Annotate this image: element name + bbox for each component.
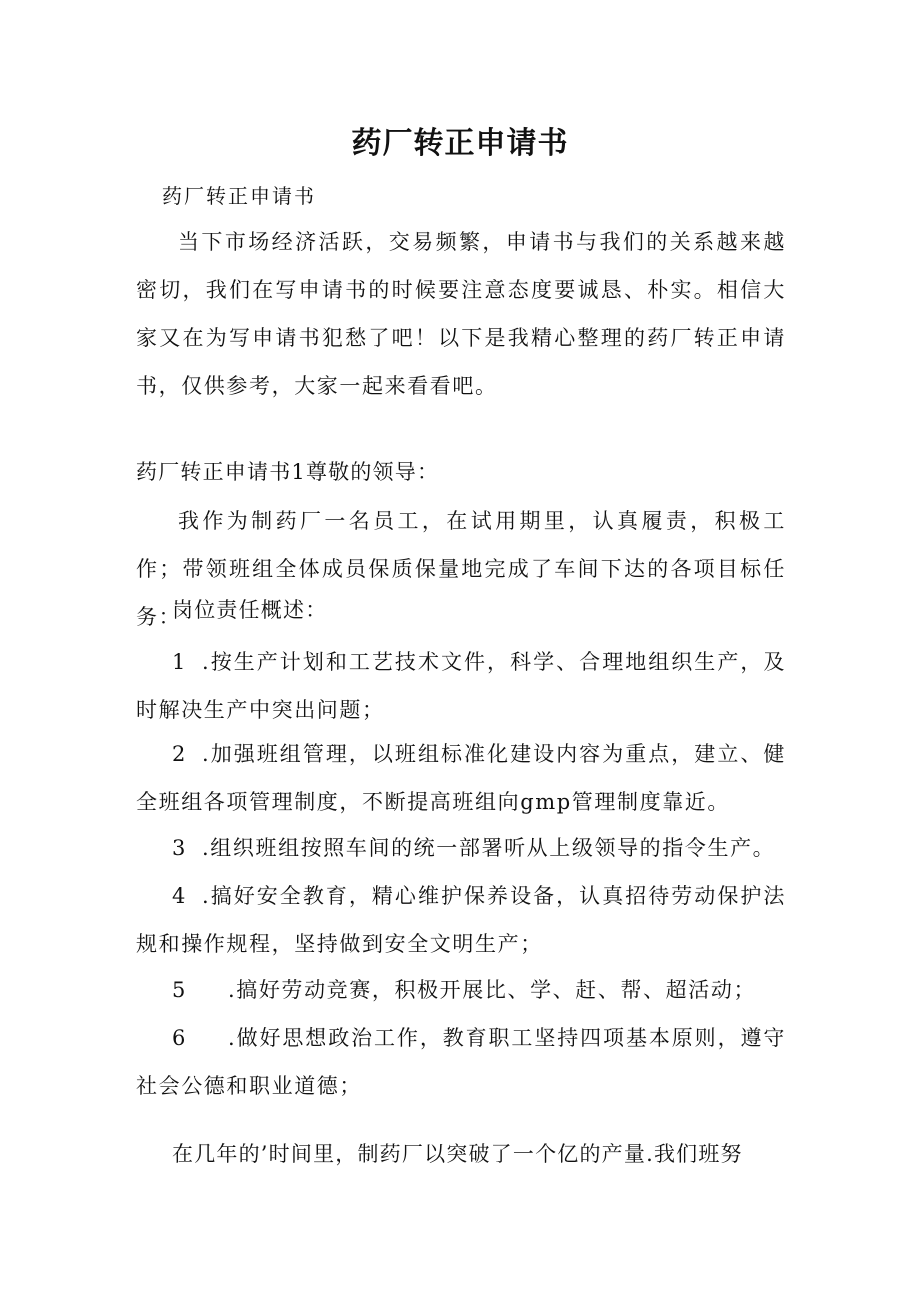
list-item-text: .按生产计划和工艺技术文件，科学、合理地组织生产，及时解决生产中突出问题； bbox=[136, 650, 786, 722]
document-title: 药厂转正申请书 bbox=[351, 126, 569, 161]
document-subtitle: 药厂转正申请书 bbox=[162, 184, 316, 208]
list-item-number: 2 bbox=[172, 742, 187, 766]
list-item-number: 5 bbox=[172, 978, 187, 1002]
list-item bbox=[136, 966, 786, 1014]
list-item-number: 3 bbox=[172, 836, 187, 860]
list-item-text: .做好思想政治工作，教育职工坚持四项基本原则，遵守社会公德和职业道德； bbox=[136, 1026, 786, 1098]
list-item bbox=[136, 1014, 786, 1110]
list-item-text: .加强班组管理，以班组标准化建设内容为重点，建立、健全班组各项管理制度，不断提高班组向gmp管理制度靠近。 bbox=[136, 742, 786, 814]
section-heading: 药厂转正申请书1尊敬的领导： bbox=[136, 460, 440, 484]
list-item bbox=[136, 872, 786, 968]
list-item bbox=[136, 824, 786, 872]
list-item-text: .组织班组按照车间的统一部署听从上级领导的指令生产。 bbox=[202, 836, 776, 860]
list-item-number: 1 bbox=[172, 650, 187, 674]
list-item-text: .搞好安全教育，精心维护保养设备，认真招待劳动保护法规和操作规程，坚持做到安全文明生产； bbox=[136, 884, 786, 956]
list-item-text: .搞好劳动竞赛，积极开展比、学、赶、帮、超活动； bbox=[228, 978, 757, 1002]
list-item-number: 6 bbox=[172, 1026, 187, 1050]
last-paragraph: 在几年的’时间里，制药厂以突破了一个亿的产量.我们班努 bbox=[172, 1142, 743, 1166]
list-item bbox=[136, 730, 786, 826]
paragraph-1: 我作为制药厂一名员工，在试用期里，认真履责，积极工作；带领班组全体成员保质保量地完成了车间下达的各项目标任务： bbox=[136, 509, 786, 629]
list-item bbox=[136, 638, 786, 734]
intro-paragraph: 当下市场经济活跃，交易频繁，申请书与我们的关系越来越密切，我们在写申请书的时候要注意态度要诚恳、朴实。相信大家又在为写申请书犯愁了吧！以下是我精心整理的药厂转正申请书，仅供参考，大家一起来看看吧。 bbox=[136, 230, 786, 398]
list-item-number: 4 bbox=[172, 884, 187, 908]
duty-heading: 岗位责任概述： bbox=[172, 598, 328, 622]
